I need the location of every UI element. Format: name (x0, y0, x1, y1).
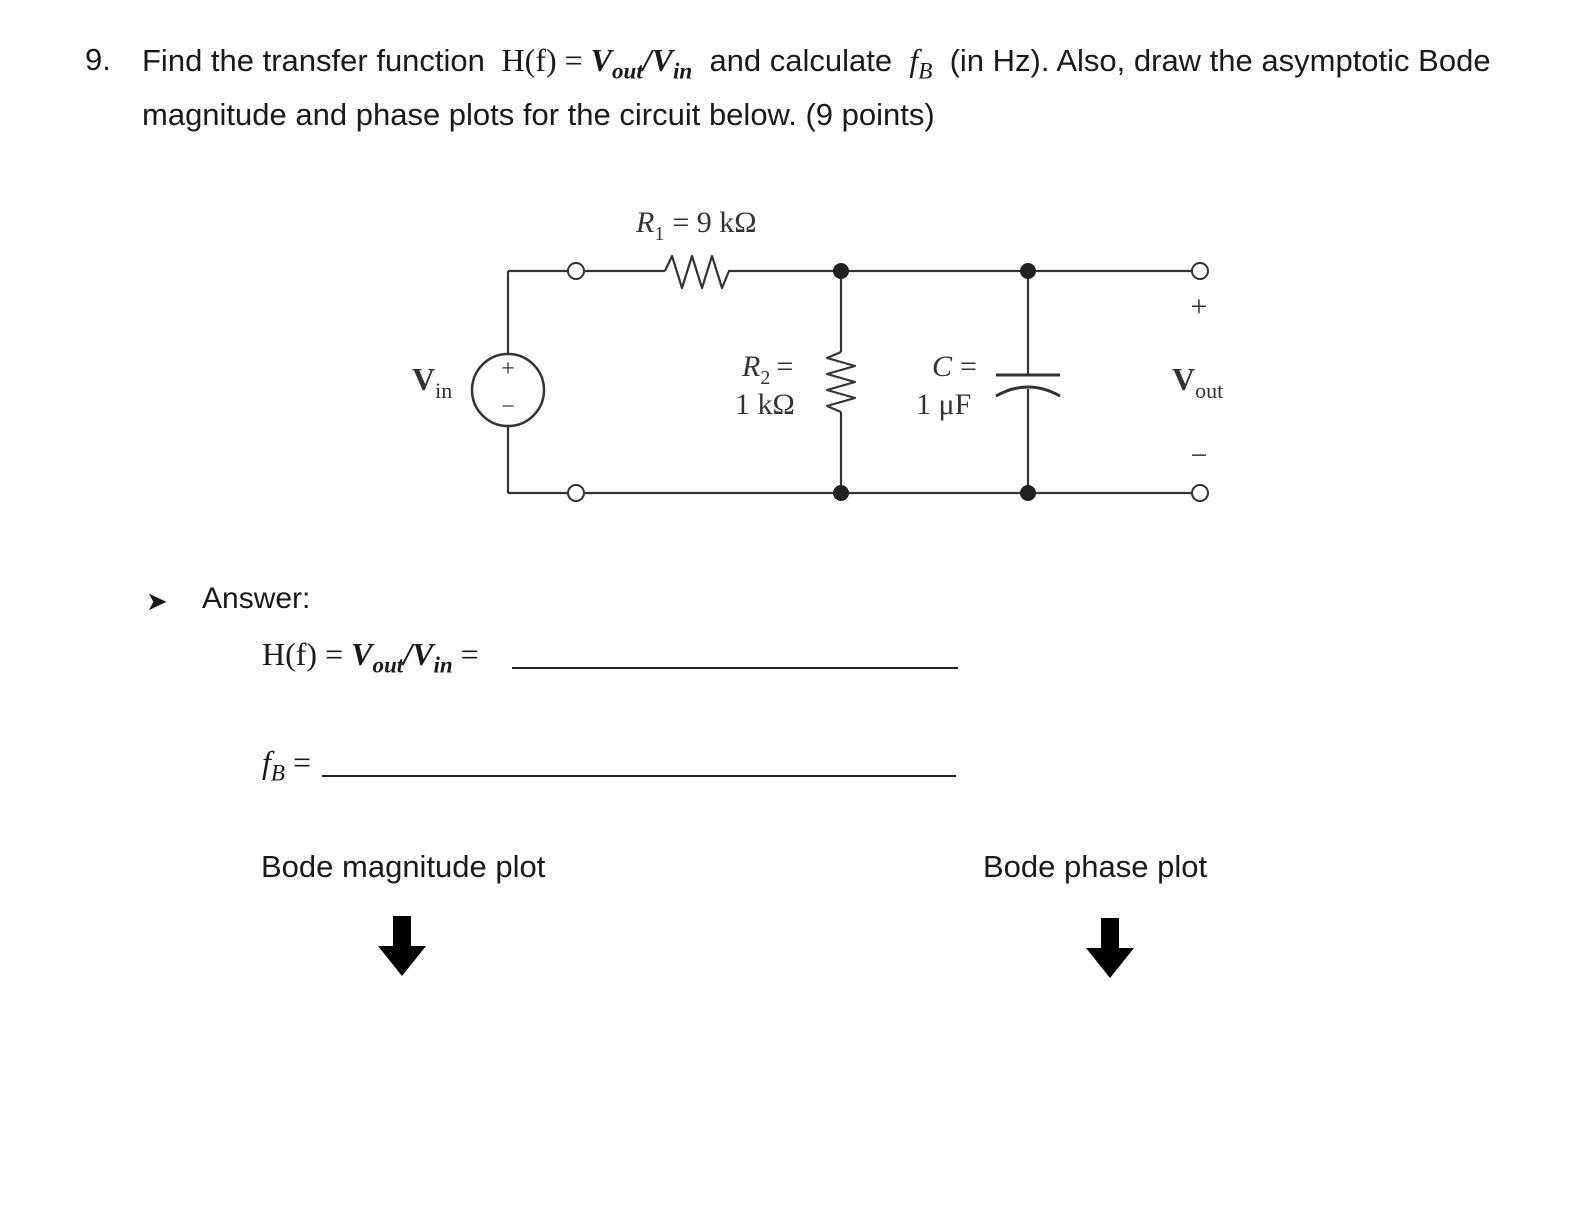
r2-label (741, 350, 793, 389)
terminal-out-top (1192, 263, 1208, 279)
junction-r2-top (833, 263, 849, 279)
circuit-wires (508, 271, 1196, 493)
terminal-out-bottom (1192, 485, 1208, 501)
source-plus: + (501, 356, 515, 382)
down-arrow-icon (1084, 918, 1136, 980)
terminal-in-bottom (568, 485, 584, 501)
resistor-r1-icon (665, 256, 735, 288)
slash-symbol: / (642, 42, 652, 78)
v-in-subscript: in (672, 57, 693, 84)
answer-label: Answer: (202, 582, 311, 615)
terminal-in-top (568, 263, 584, 279)
hf-v-out: V (351, 636, 373, 672)
vin-label (412, 361, 452, 403)
vout-label (1172, 361, 1223, 403)
v-out-subscript: out (612, 57, 643, 84)
r2-equals: = (776, 350, 794, 383)
fb-answer-equals: = (292, 744, 312, 780)
r2-subscript: 2 (760, 367, 771, 389)
down-arrow-icon (376, 916, 428, 978)
r2-value: 1 kΩ (735, 388, 795, 421)
bode-magnitude-title: Bode magnitude plot (261, 849, 546, 884)
vout-plus: + (1190, 290, 1208, 323)
r1-label (635, 206, 757, 245)
question-text-middle: and calculate (709, 43, 893, 78)
r1-value: = 9 kΩ (672, 206, 757, 239)
source-minus: − (501, 394, 515, 420)
junction-r2-bottom (833, 485, 849, 501)
bode-phase-title: Bode phase plot (983, 849, 1208, 884)
hf-slash: / (403, 636, 413, 672)
vout-minus: − (1190, 439, 1208, 472)
r1-letter: R (636, 206, 655, 239)
fb-answer-label (262, 744, 312, 786)
transfer-function-answer-label (262, 636, 479, 678)
c-equals: = (960, 350, 977, 383)
fb-answer-blank[interactable] (322, 775, 956, 777)
question-text-end: (in Hz). Also, draw the asymptotic Bode (949, 43, 1491, 78)
hf-prefix: H(f) = (262, 636, 344, 672)
fb-answer-subscript: B (270, 759, 285, 786)
c-letter: C (932, 350, 953, 383)
answer-bullet-icon: ➤ (146, 586, 168, 616)
circuit-diagram (0, 0, 1586, 560)
hf-equals: = (460, 636, 479, 672)
hf-in-subscript: in (433, 651, 453, 678)
tf-prefix: H(f) = (501, 42, 583, 78)
vout-subscript: out (1195, 378, 1224, 403)
r2-letter: R (742, 350, 761, 383)
hf-v-in: V (412, 636, 434, 672)
c-value: 1 μF (916, 388, 972, 421)
r1-subscript: 1 (654, 223, 665, 245)
resistor-r2-icon (827, 352, 855, 412)
vin-letter: V (412, 361, 436, 397)
vout-letter: V (1172, 361, 1196, 397)
vin-subscript: in (435, 378, 453, 403)
junction-c-top (1020, 263, 1036, 279)
c-label (932, 350, 977, 383)
fb-f: f (909, 42, 919, 78)
question-text-line-2: magnitude and phase plots for the circuit below. (9 points) (142, 97, 935, 132)
question-text-intro: Find the transfer function (142, 43, 485, 78)
fb-subscript: B (918, 57, 933, 84)
v-in-symbol: V (651, 42, 673, 78)
junction-c-bottom (1020, 485, 1036, 501)
fb-answer-f: f (262, 744, 271, 780)
question-number: 9. (85, 42, 111, 77)
hf-out-subscript: out (372, 651, 404, 678)
v-out-symbol: V (590, 42, 613, 78)
transfer-function-answer-blank[interactable] (512, 667, 958, 669)
